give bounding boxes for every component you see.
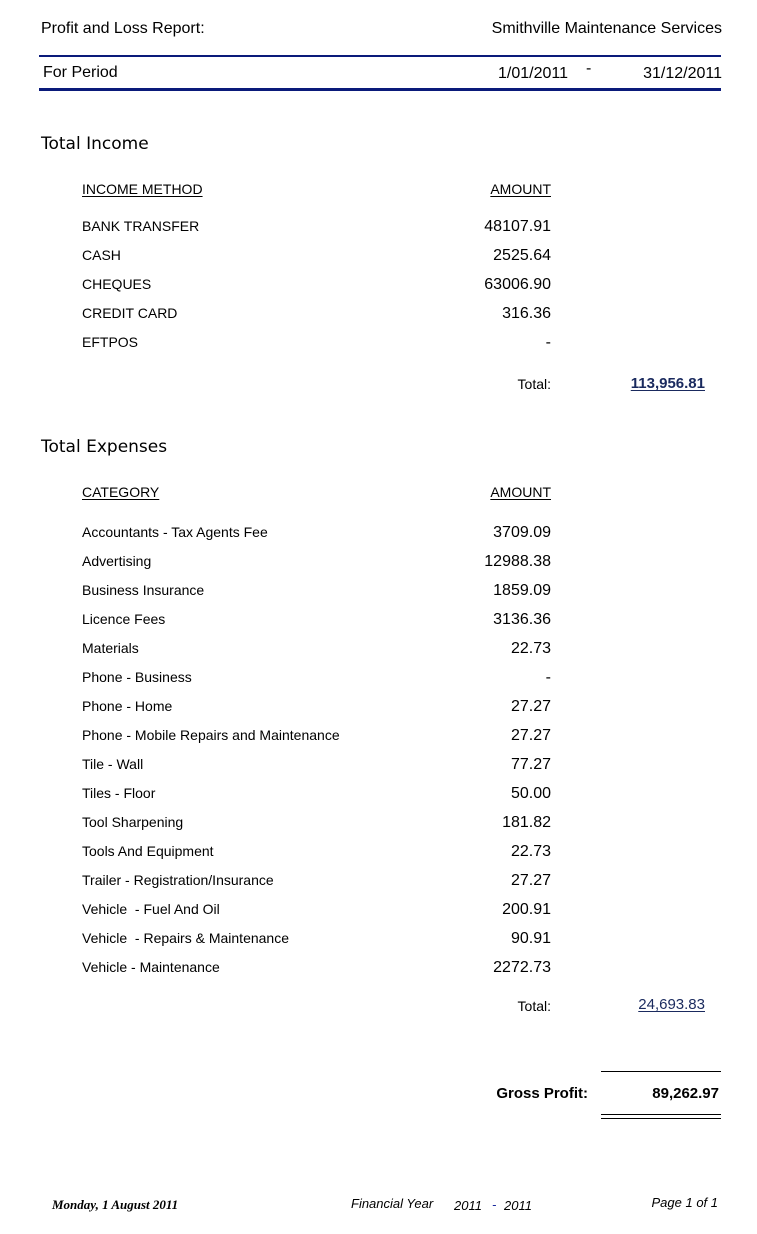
gross-profit-value: 89,262.97: [652, 1085, 719, 1102]
gross-profit-label: Gross Profit:: [496, 1085, 588, 1102]
expense-row-category: Vehicle - Maintenance: [82, 959, 220, 975]
expense-row-amount: 50.00: [510, 785, 551, 802]
expense-amount-header: AMOUNT: [490, 484, 551, 500]
footer-fy-separator: -: [492, 1197, 497, 1212]
expense-row-amount: 3709.09: [493, 524, 551, 541]
header-rule-top: [39, 55, 721, 57]
period-start: 1/01/2011: [498, 65, 568, 82]
footer-financial-year-label: Financial Year: [351, 1196, 434, 1211]
income-amount-header: AMOUNT: [490, 181, 551, 197]
income-row-method: BANK TRANSFER: [82, 218, 200, 234]
period-separator: -: [586, 60, 592, 77]
expense-row-amount: 22.73: [510, 640, 551, 657]
expense-total-value: 24,693.83: [638, 996, 705, 1013]
expense-row-amount: 27.27: [510, 872, 551, 889]
footer-page-number: Page 1 of 1: [651, 1195, 718, 1210]
expense-row-category: Tools And Equipment: [82, 843, 214, 859]
expense-row-amount: 27.27: [510, 727, 551, 744]
income-total-label: Total:: [517, 376, 551, 392]
income-row-amount: -: [545, 334, 551, 351]
expense-row-category: Tiles - Floor: [82, 785, 156, 801]
expense-row-amount: 200.91: [502, 901, 551, 918]
expense-row-category: Licence Fees: [82, 611, 166, 627]
gross-profit-rule-double-2: [601, 1118, 721, 1119]
period-end: 31/12/2011: [643, 65, 722, 82]
expense-row-amount: 12988.38: [484, 553, 551, 570]
expense-row-category: Vehicle - Repairs & Maintenance: [82, 930, 289, 946]
expense-row-amount: -: [545, 669, 551, 686]
income-row-method: CHEQUES: [82, 276, 152, 292]
expense-total-label: Total:: [517, 998, 551, 1014]
expense-row-amount: 3136.36: [493, 611, 551, 628]
income-method-header: INCOME METHOD: [82, 181, 203, 197]
expenses-section-title: Total Expenses: [41, 437, 168, 457]
expense-row-amount: 77.27: [510, 756, 551, 773]
footer-fy-start: 2011: [454, 1198, 482, 1213]
expense-row-category: Phone - Mobile Repairs and Maintenance: [82, 727, 340, 743]
income-row-amount: 2525.64: [493, 247, 551, 264]
expense-row-category: Tool Sharpening: [82, 814, 184, 830]
expense-row-amount: 1859.09: [493, 582, 551, 599]
income-row-method: EFTPOS: [82, 334, 139, 350]
header-rule-bottom: [39, 88, 721, 91]
income-section-title: Total Income: [41, 134, 149, 154]
income-row-amount: 316.36: [502, 305, 551, 322]
income-row-amount: 63006.90: [484, 276, 551, 293]
income-row-amount: 48107.91: [484, 218, 551, 235]
expense-row-amount: 90.91: [510, 930, 551, 947]
expense-row-amount: 181.82: [502, 814, 551, 831]
expense-row-category: Trailer - Registration/Insurance: [82, 872, 274, 888]
footer-date: Monday, 1 August 2011: [52, 1197, 179, 1212]
company-name: Smithville Maintenance Services: [491, 20, 722, 37]
income-row-method: CASH: [82, 247, 121, 263]
expense-row-category: Business Insurance: [82, 582, 205, 598]
gross-profit-rule-top: [601, 1071, 721, 1072]
expense-category-header: CATEGORY: [82, 484, 160, 500]
report-title: Profit and Loss Report:: [41, 20, 205, 37]
income-row-method: CREDIT CARD: [82, 305, 178, 321]
expense-row-category: Vehicle - Fuel And Oil: [82, 901, 220, 917]
expense-row-category: Phone - Business: [82, 669, 192, 685]
expense-row-category: Advertising: [82, 553, 152, 569]
expense-row-category: Tile - Wall: [82, 756, 144, 772]
income-total-value: 113,956.81: [630, 375, 705, 392]
expense-row-amount: 27.27: [510, 698, 551, 715]
expense-row-category: Materials: [82, 640, 139, 656]
expense-row-category: Accountants - Tax Agents Fee: [82, 524, 268, 540]
expense-row-amount: 22.73: [510, 843, 551, 860]
gross-profit-rule-double-1: [601, 1114, 721, 1115]
footer-fy-end: 2011: [504, 1198, 532, 1213]
expense-row-category: Phone - Home: [82, 698, 173, 714]
expense-row-amount: 2272.73: [493, 959, 551, 976]
period-label: For Period: [43, 64, 118, 81]
